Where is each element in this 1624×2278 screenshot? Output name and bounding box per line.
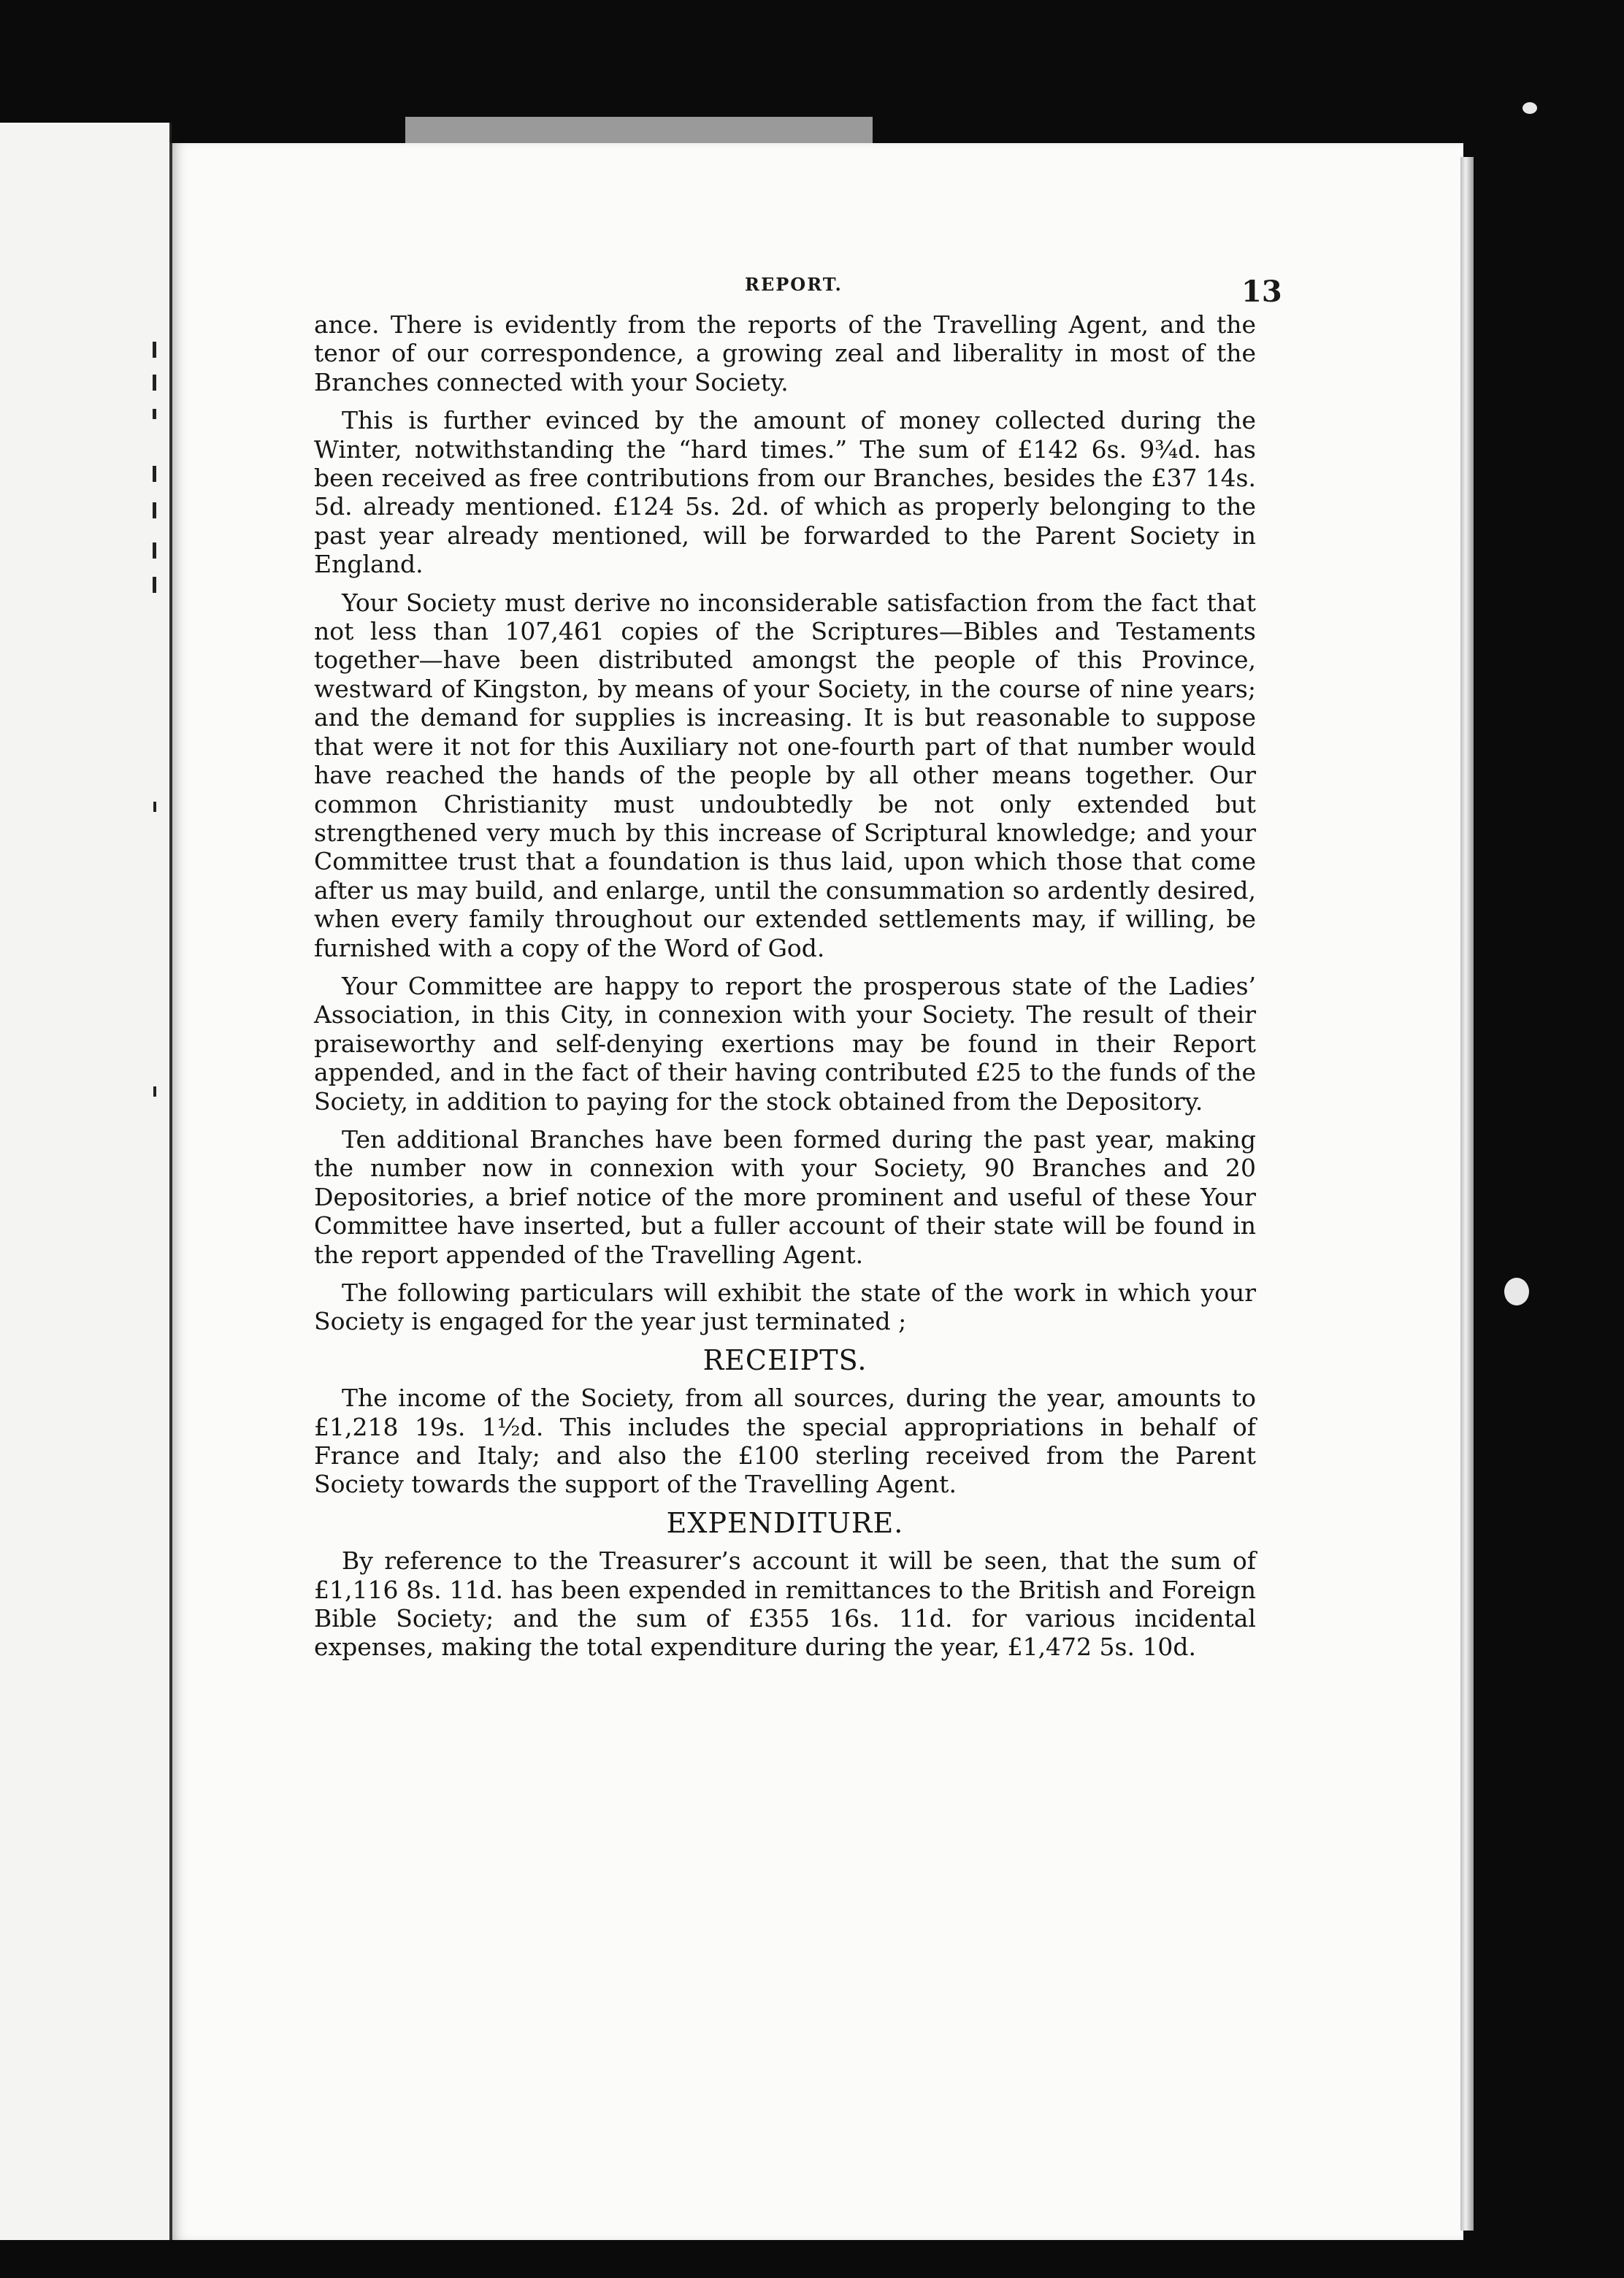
paragraph: The following particulars will exhibit the state of the work in which your Society is engaged for the year just terminated ; bbox=[314, 1278, 1256, 1336]
receipts-paragraph: The income of the Society, from all sources, during the year, amounts to £1,218 19s. 1½d. This includes the special appropriations in behalf of France and Italy; and also the £100 sterling received from the Parent Society towards the support of the Travelling Agent. bbox=[314, 1384, 1256, 1499]
receipts-heading: RECEIPTS. bbox=[702, 1343, 867, 1376]
scan-speck bbox=[1522, 102, 1537, 114]
paragraph: Your Committee are happy to report the prosperous state of the Ladies’ Association, in this City, in connexion with your Society. The result of their praiseworthy and self-denying exertions may be found in their Report appended, and in the fact of their having contributed £25 to the funds of the Society, in addition to paying for the stock obtained from the Depository. bbox=[314, 971, 1256, 1116]
page-number: 13 bbox=[1241, 275, 1282, 309]
running-head: REPORT. bbox=[745, 274, 843, 295]
paragraph: Your Society must derive no inconsiderable satisfaction from the fact that not less than 107,461 copies of the Scriptures—Bibles and Testaments together—have been distributed amongst the people of this Province, westward of Kingston, by means of your Society, in the course of nine years; and the demand for supplies is increasing. It is but reasonable to suppose that were it not for this Auxiliary not one-fourth part of that number would have reached the hands of the people by all other means together. Our common Christianity must undoubtedly be not only extended but strengthened very much by this increase of Scriptural knowledge; and your Committee trust that a foundation is thus laid, upon which those that come after us may build, and enlarge, until the consummation so ardently desired, when every family throughout our extended settlements may, if willing, be furnished with a copy of the Word of God. bbox=[314, 588, 1256, 962]
expenditure-paragraph: By reference to the Treasurer’s account it will be seen, that the sum of £1,116 8s. 11d. has been expended in remittances to the British and Foreign Bible Society; and the sum of £355 16s. 11d. for various incidental expenses, making the total expenditure during the year, £1,472 5s. 10d. bbox=[314, 1546, 1256, 1662]
scan-speck bbox=[1504, 1278, 1529, 1305]
paragraph: Ten additional Branches have been formed during the past year, making the number now in connexion with your Society, 90 Branches and 20 Depositories, a brief notice of the more prominent and useful of these Your Committee have inserted, but a fuller account of their state will be found in the report appended of the Travelling Agent. bbox=[314, 1124, 1256, 1269]
page-edge bbox=[1460, 157, 1474, 2231]
paragraph: This is further evinced by the amount of money collected during the Winter, notwithstanding the “hard times.” The sum of £142 6s. 9¾d. has been received as free contributions from our Branches, besides the £37 14s. 5d. already mentioned. £124 5s. 2d. of which as properly belonging to the past year already mentioned, will be forwarded to the Parent Society in England. bbox=[314, 406, 1256, 579]
expenditure-heading: EXPENDITURE. bbox=[666, 1506, 904, 1539]
facing-page-text-fragments bbox=[148, 123, 156, 2240]
facing-page-edge bbox=[0, 123, 172, 2240]
paragraph: ance. There is evidently from the reports of the Travelling Agent, and the tenor of our correspondence, a growing zeal and liberality in most of the Branches connected with your Society. bbox=[314, 310, 1256, 396]
body-text bbox=[314, 310, 1256, 1671]
